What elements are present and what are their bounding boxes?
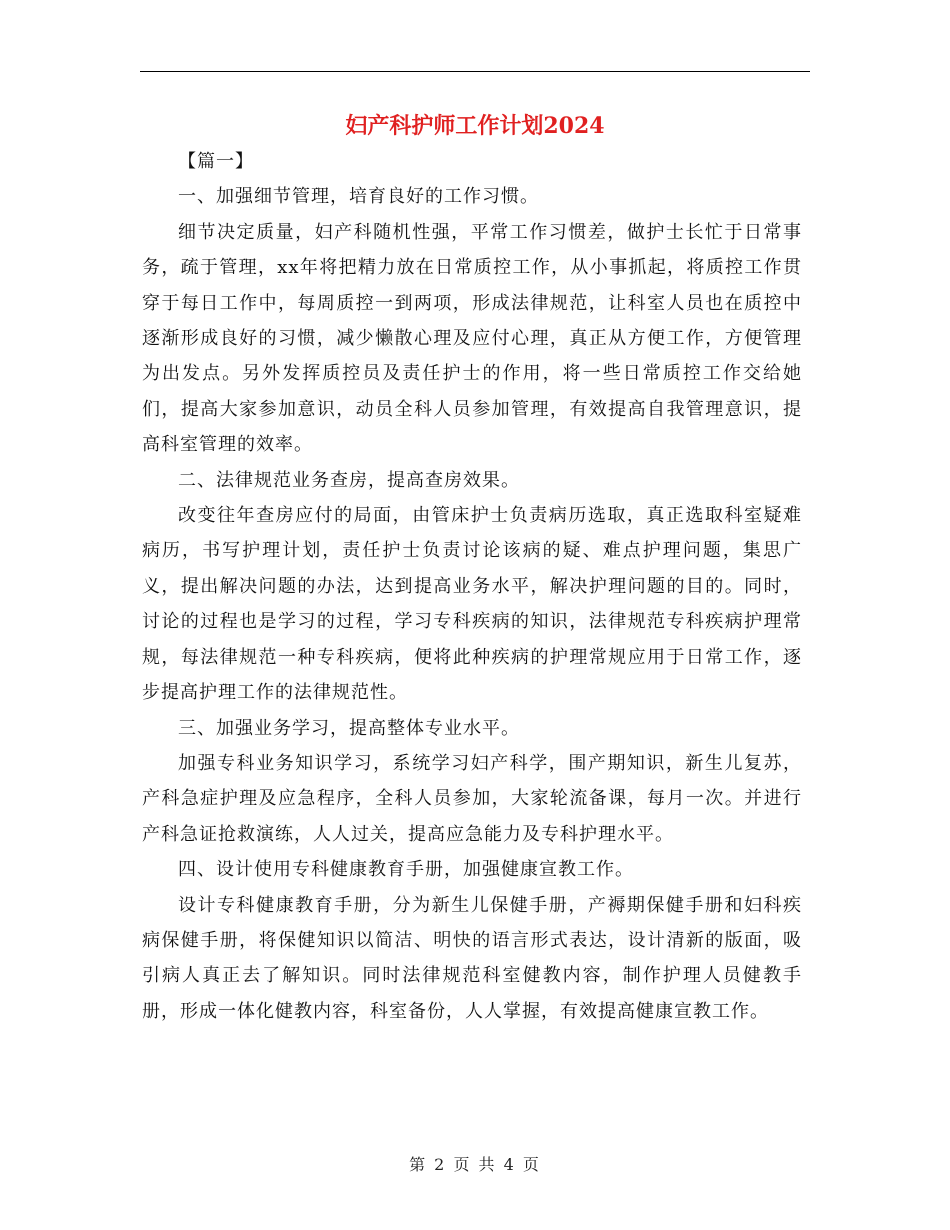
header-rule [140,71,810,72]
heading-2: 二、法律规范业务查房，提高查房效果。 [178,469,520,491]
paragraph-1: 细节决定质量，妇产科随机性强，平常工作习惯差，做护士长忙于日常事务，疏于管理，xx年将把精力放在日常质控工作，从小事抓起，将质控工作贯穿于每日工作中，每周质控一到两项，形成法律规范，让科室人员也在质控中逐渐形成良好的习惯，减少懒散心理及应付心理，真正从方便工作，方便管理为出发点。另外发挥质控员及责任护士的作用，将一些日常质控工作交给她们，提高大家参加意识，动员全科人员参加管理，有效提高自我管理意识，提高科室管理的效率。 [142,221,802,456]
section-label: 【篇一】 [178,151,254,172]
document-body [142,144,802,1029]
heading-4: 四、设计使用专科健康教育手册，加强健康宣教工作。 [178,859,634,881]
heading-3: 三、加强业务学习，提高整体专业水平。 [178,717,520,739]
paragraph-4: 设计专科健康教育手册，分为新生儿保健手册，产褥期保健手册和妇科疾病保健手册，将保健知识以简洁、明快的语言形式表达，设计清新的版面，吸引病人真正去了解知识。同时法律规范科室健教内容，制作护理人员健教手册，形成一体化健教内容，科室备份，人人掌握，有效提高健康宣教工作。 [142,894,802,1022]
page-number: 第 2 页 共 4 页 [409,1155,541,1174]
document-title: 妇产科护师工作计划2024 [345,113,605,139]
paragraph-3: 加强专科业务知识学习，系统学习妇产科学，围产期知识，新生儿复苏，产科急症护理及应急程序，全科人员参加，大家轮流备课，每月一次。并进行产科急证抢救演练，人人过关，提高应急能力及专科护理水平。 [142,752,802,845]
paragraph-2: 改变往年查房应付的局面，由管床护士负责病历选取，真正选取科室疑难病历，书写护理计划，责任护士负责讨论该病的疑、难点护理问题，集思广义，提出解决问题的办法，达到提高业务水平，解决护理问题的目的。同时，讨论的过程也是学习的过程，学习专科疾病的知识，法律规范专科疾病护理常规，每法律规范一种专科疾病，便将此种疾病的护理常规应用于日常工作，逐步提高护理工作的法律规范性。 [142,505,802,704]
heading-1: 一、加强细节管理，培育良好的工作习惯。 [178,186,539,208]
